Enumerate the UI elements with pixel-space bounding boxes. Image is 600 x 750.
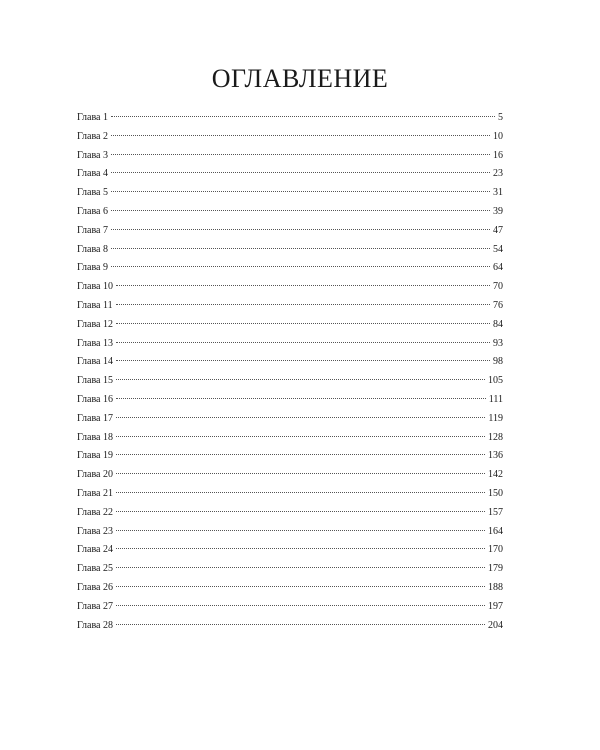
- toc-entry-page-number: 170: [488, 544, 503, 556]
- toc-entry[interactable]: [77, 523, 503, 542]
- toc-entry-page-number: 98: [493, 356, 503, 368]
- toc-entry[interactable]: [77, 109, 503, 128]
- toc-entry-label: Глава 24: [77, 544, 113, 556]
- toc-entry[interactable]: [77, 203, 503, 222]
- toc-dot-leader: [116, 342, 490, 343]
- toc-entry-label: Глава 14: [77, 356, 113, 368]
- toc-dot-leader: [116, 360, 490, 361]
- toc-entry-page-number: 10: [493, 130, 503, 142]
- toc-dot-leader: [111, 154, 490, 155]
- toc-entry[interactable]: [77, 466, 503, 485]
- toc-entry-page-number: 93: [493, 337, 503, 349]
- toc-entry-page-number: 105: [488, 375, 503, 387]
- toc-entry-label: Глава 10: [77, 281, 113, 293]
- toc-entry[interactable]: [77, 335, 503, 354]
- toc-entry-page-number: 23: [493, 168, 503, 180]
- toc-dot-leader: [116, 605, 485, 606]
- toc-dot-leader: [116, 473, 485, 474]
- toc-entry[interactable]: [77, 316, 503, 335]
- toc-dot-leader: [116, 436, 485, 437]
- toc-dot-leader: [116, 323, 490, 324]
- toc-entry-label: Глава 28: [77, 619, 113, 631]
- toc-entry[interactable]: [77, 485, 503, 504]
- toc-entry-label: Глава 22: [77, 506, 113, 518]
- toc-dot-leader: [116, 586, 485, 587]
- toc-entry-label: Глава 25: [77, 563, 113, 575]
- toc-entry-page-number: 136: [488, 450, 503, 462]
- toc-entry-label: Глава 4: [77, 168, 108, 180]
- toc-entry[interactable]: [77, 429, 503, 448]
- table-of-contents: [77, 109, 503, 635]
- toc-dot-leader: [111, 191, 490, 192]
- toc-entry-label: Глава 19: [77, 450, 113, 462]
- toc-entry-page-number: 204: [488, 619, 503, 631]
- toc-entry[interactable]: [77, 504, 503, 523]
- toc-entry-page-number: 39: [493, 205, 503, 217]
- toc-entry-label: Глава 17: [77, 412, 113, 424]
- toc-entry[interactable]: [77, 241, 503, 260]
- toc-entry[interactable]: [77, 222, 503, 241]
- toc-entry[interactable]: [77, 617, 503, 636]
- toc-entry-page-number: 188: [488, 581, 503, 593]
- toc-entry[interactable]: [77, 278, 503, 297]
- toc-entry-label: Глава 27: [77, 600, 113, 612]
- toc-entry-label: Глава 9: [77, 262, 108, 274]
- toc-entry-page-number: 164: [488, 525, 503, 537]
- toc-dot-leader: [116, 304, 490, 305]
- toc-entry[interactable]: [77, 579, 503, 598]
- toc-dot-leader: [116, 379, 485, 380]
- toc-entry-page-number: 76: [493, 299, 503, 311]
- toc-dot-leader: [116, 417, 485, 418]
- toc-entry-page-number: 5: [498, 112, 503, 123]
- toc-dot-leader: [116, 454, 485, 455]
- toc-dot-leader: [116, 398, 486, 399]
- toc-entry-page-number: 157: [488, 506, 503, 518]
- toc-entry[interactable]: [77, 128, 503, 147]
- toc-dot-leader: [111, 135, 490, 136]
- toc-dot-leader: [116, 511, 485, 512]
- toc-entry-label: Глава 21: [77, 487, 113, 499]
- toc-entry[interactable]: [77, 372, 503, 391]
- toc-entry[interactable]: [77, 259, 503, 278]
- toc-entry-label: Глава 6: [77, 205, 108, 217]
- toc-entry-page-number: 84: [493, 318, 503, 330]
- toc-entry[interactable]: [77, 147, 503, 166]
- toc-entry-page-number: 197: [488, 600, 503, 612]
- toc-dot-leader: [116, 567, 485, 568]
- toc-dot-leader: [111, 116, 495, 117]
- toc-entry-label: Глава 12: [77, 318, 113, 330]
- page-title: ОГЛАВЛЕНИЕ: [211, 64, 389, 93]
- toc-entry-page-number: 31: [493, 187, 503, 199]
- toc-entry[interactable]: [77, 165, 503, 184]
- toc-entry-page-number: 150: [488, 487, 503, 499]
- toc-entry-page-number: 128: [488, 431, 503, 443]
- toc-entry[interactable]: [77, 541, 503, 560]
- toc-entry[interactable]: [77, 598, 503, 617]
- toc-entry-page-number: 54: [493, 243, 503, 255]
- toc-entry-label: Глава 5: [77, 187, 108, 199]
- toc-entry-page-number: 179: [488, 563, 503, 575]
- toc-entry[interactable]: [77, 184, 503, 203]
- toc-entry-label: Глава 13: [77, 337, 113, 349]
- toc-dot-leader: [111, 172, 490, 173]
- toc-entry-label: Глава 11: [77, 299, 113, 311]
- toc-entry[interactable]: [77, 447, 503, 466]
- toc-dot-leader: [116, 548, 485, 549]
- toc-entry[interactable]: [77, 297, 503, 316]
- toc-entry[interactable]: [77, 410, 503, 429]
- toc-dot-leader: [116, 624, 485, 625]
- toc-entry-label: Глава 26: [77, 581, 113, 593]
- toc-dot-leader: [111, 210, 490, 211]
- toc-entry-page-number: 70: [493, 281, 503, 293]
- toc-entry-label: Глава 1: [77, 112, 108, 123]
- toc-entry-page-number: 47: [493, 224, 503, 236]
- toc-entry-page-number: 16: [493, 149, 503, 161]
- toc-entry-label: Глава 15: [77, 375, 113, 387]
- toc-entry[interactable]: [77, 391, 503, 410]
- toc-entry-label: Глава 23: [77, 525, 113, 537]
- toc-dot-leader: [111, 229, 490, 230]
- toc-entry-label: Глава 18: [77, 431, 113, 443]
- toc-entry-label: Глава 8: [77, 243, 108, 255]
- toc-entry-label: Глава 2: [77, 130, 108, 142]
- toc-dot-leader: [116, 492, 485, 493]
- toc-entry-label: Глава 20: [77, 469, 113, 481]
- toc-dot-leader: [111, 248, 490, 249]
- toc-entry[interactable]: [77, 353, 503, 372]
- toc-entry-label: Глава 3: [77, 149, 108, 161]
- toc-entry[interactable]: [77, 560, 503, 579]
- toc-dot-leader: [116, 530, 485, 531]
- toc-entry-label: Глава 7: [77, 224, 108, 236]
- toc-entry-page-number: 119: [488, 412, 503, 424]
- toc-entry-page-number: 64: [493, 262, 503, 274]
- toc-dot-leader: [116, 285, 490, 286]
- toc-entry-page-number: 111: [488, 393, 503, 405]
- toc-entry-page-number: 142: [488, 469, 503, 481]
- toc-dot-leader: [111, 266, 490, 267]
- toc-entry-label: Глава 16: [77, 393, 113, 405]
